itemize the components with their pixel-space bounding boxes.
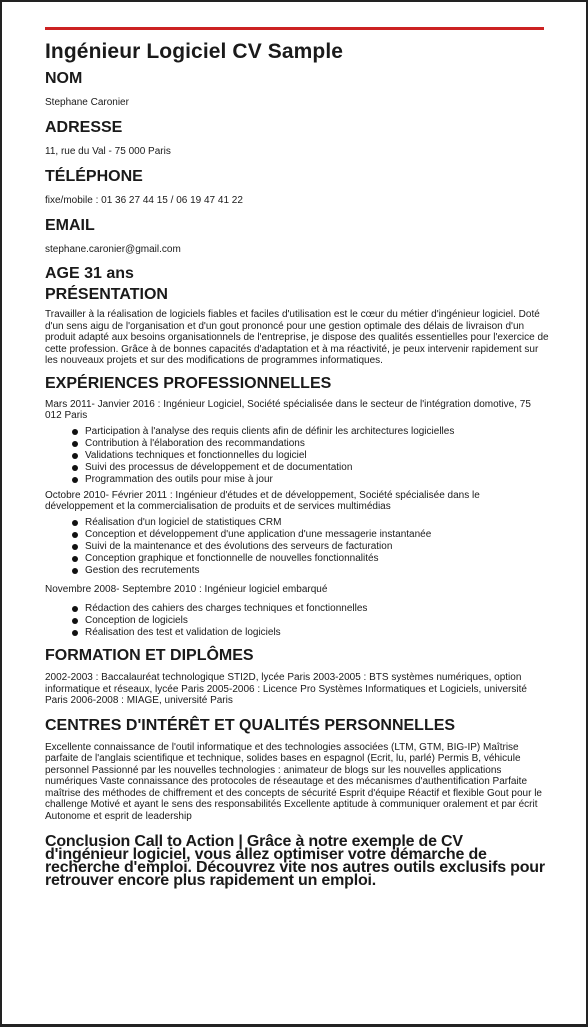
- conclusion-call-to-action: Conclusion Call to Action | Grâce à notre exemple de CV d'ingénieur logiciel, vous allez optimiser votre démarche de recherche d'emploi. Découvrez vite nos autres outils exclusifs pour retrouver encore plus rapidement un emploi.: [45, 833, 545, 889]
- list-item: Suivi de la maintenance et des évolutions des serveurs de facturation: [85, 541, 550, 553]
- presentation-text: Travailler à la réalisation de logiciels fiables et faciles d'utilisation est le cœur du métier d'ingénieur logiciel. Doté d'un sens aigu de l'organisation et d'un gout prononcé pour une gestion optimale des délais de livraison d'un produit adapté aux besoins organisationnels de l'entreprise, je dispose des qualités essentielles pour l'exercice de cette profession. Grâce à de bonnes capacités d'adaptation et à ma réactivité, je peux intervenir rapidement sur les nouveaux projets et sur des modifications de programmes informatiques.: [45, 309, 549, 366]
- job-2-title: Octobre 2010- Février 2011 : Ingénieur d'études et de développement, Société spécialisée dans le développement et la commercialisation de produits et de services multimédias: [45, 489, 480, 512]
- cv-document: [45, 40, 550, 887]
- job-1-title: Mars 2011- Janvier 2016 : Ingénieur Logiciel, Société spécialisée dans le secteur de l'intégration domotive, 75 012 Paris: [45, 398, 531, 421]
- job-3-tasks: [45, 603, 550, 639]
- experiences-heading: EXPÉRIENCES PROFESSIONNELLES: [45, 374, 332, 392]
- adresse-heading: ADRESSE: [45, 119, 123, 136]
- adresse-value: 11, rue du Val - 75 000 Paris: [45, 146, 171, 157]
- list-item: Rédaction des cahiers des charges techniques et fonctionnelles: [85, 603, 550, 615]
- age-heading: AGE 31 ans: [45, 265, 134, 282]
- job-2-tasks: [45, 517, 550, 577]
- presentation-heading: PRÉSENTATION: [45, 286, 168, 303]
- job-1-tasks: [45, 426, 550, 486]
- list-item: Réalisation des test et validation de logiciels: [85, 627, 550, 639]
- interets-text: Excellente connaissance de l'outil informatique et des technologies associées (LTM, GTM, BIG-IP) Maîtrise parfaite de l'anglais scientifique et technique, solides bases en espagnol (Ecrit, lu, parlé) Permis B, véhicule personnel Passionné par les nouvelles technologies : animateur de blogs sur les nouvelles applications numériques Vaste connaissance des protocoles de réseautage et des mécanismes d'authentification Parfaite maîtrise des méthodes de chiffrement et des concepts de sécurité Esprit d'équipe Réactif et flexible Gout pour le challenge Motivé et ayant le sens des responsabilités Excellente aptitude à communiquer oralement et par écrit Autonome et esprit de leadership: [45, 741, 542, 822]
- email-heading: EMAIL: [45, 217, 95, 234]
- list-item: Réalisation d'un logiciel de statistiques CRM: [85, 517, 550, 529]
- list-item: Validations techniques et fonctionnelles du logiciel: [85, 450, 550, 462]
- telephone-value: fixe/mobile : 01 36 27 44 15 / 06 19 47 41 22: [45, 195, 243, 206]
- interets-heading: CENTRES D'INTÉRÊT ET QUALITÉS PERSONNELLES: [45, 716, 456, 734]
- list-item: Contribution à l'élaboration des recommandations: [85, 438, 550, 450]
- formation-heading: FORMATION ET DIPLÔMES: [45, 647, 254, 664]
- list-item: Suivi des processus de développement et de documentation: [85, 462, 550, 474]
- list-item: Conception graphique et fonctionnelle de nouvelles fonctionnalités: [85, 553, 550, 565]
- page-title: Ingénieur Logiciel CV Sample: [45, 40, 344, 63]
- list-item: Conception et développement d'une application d'une messagerie instantanée: [85, 529, 550, 541]
- title-accent-line: [45, 27, 544, 30]
- list-item: Conception de logiciels: [85, 615, 550, 627]
- list-item: Participation à l'analyse des requis clients afin de définir les architectures logicielles: [85, 426, 550, 438]
- list-item: Programmation des outils pour mise à jour: [85, 474, 550, 486]
- email-value: stephane.caronier@gmail.com: [45, 244, 181, 255]
- telephone-heading: TÉLÉPHONE: [45, 168, 143, 185]
- list-item: Gestion des recrutements: [85, 565, 550, 577]
- formation-text: 2002-2003 : Baccalauréat technologique STI2D, lycée Paris 2003-2005 : BTS systèmes numériques, option informatique et réseaux, lycée Paris 2005-2006 : Licence Pro Systèmes Informatiques et Logiciels, université Paris 2006-2008 : MIAGE, université Paris: [45, 672, 527, 706]
- nom-heading: NOM: [45, 70, 83, 87]
- nom-value: Stephane Caronier: [45, 97, 129, 108]
- job-3-title: Novembre 2008- Septembre 2010 : Ingénieur logiciel embarqué: [45, 583, 328, 595]
